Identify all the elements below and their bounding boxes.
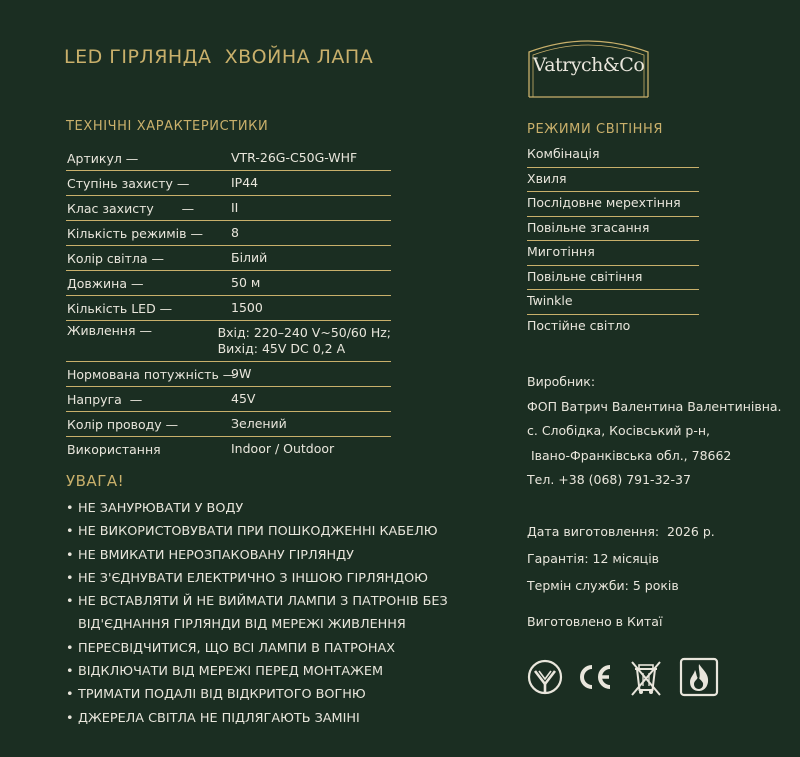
- warning-item: [66, 683, 466, 706]
- spec-row-led-count: [66, 296, 391, 321]
- fire-hazard-icon: [679, 656, 717, 698]
- bullet-icon: •: [66, 501, 74, 516]
- warning-heading: УВАГА!: [66, 472, 125, 490]
- warranty: Гарантія: 12 місяців: [527, 551, 660, 566]
- warning-text: ПЕРЕСВІДЧИТИСЯ, ЩО ВСІ ЛАМПИ В ПАТРОНАХ: [78, 640, 396, 656]
- warning-text: ТРИМАТИ ПОДАЛІ ВІД ВІДКРИТОГО ВОГНЮ: [78, 687, 366, 703]
- spec-value: II: [231, 200, 239, 215]
- warning-item: [66, 567, 466, 590]
- modes-list: [527, 143, 699, 338]
- mode-item: Постійне світло: [527, 317, 631, 333]
- mode-item: Комбінація: [527, 143, 699, 168]
- warning-item: [66, 520, 466, 543]
- spec-row-article: [66, 146, 391, 171]
- spec-value: Зелений: [231, 416, 287, 431]
- specs-heading: ТЕХНІЧНІ ХАРАКТЕРИСТИКИ: [66, 119, 269, 134]
- spec-row-wire-color: [66, 412, 391, 437]
- warning-item: [66, 707, 466, 730]
- brand-logo-text: Vatrych&Co: [532, 54, 645, 76]
- warning-text: ВІДКЛЮЧАТИ ВІД МЕРЕЖІ ПЕРЕД МОНТАЖЕМ: [78, 664, 384, 680]
- certification-icons: [526, 656, 722, 698]
- specs-table: [66, 146, 391, 461]
- spec-label: Напруга —: [67, 391, 143, 407]
- mode-item: Повільне світіння: [527, 266, 699, 291]
- spec-label: Довжина —: [67, 275, 144, 291]
- made-in: Виготовлено в Китаї: [527, 614, 663, 629]
- spec-row-class: [66, 196, 391, 221]
- manufacturer-address-line2: Івано-Франківська обл., 78662: [527, 447, 732, 463]
- spec-row-power-supply: [66, 321, 391, 362]
- spec-label: Колір проводу —: [67, 416, 179, 432]
- spec-row-light-color: [66, 246, 391, 271]
- bullet-icon: •: [66, 570, 74, 586]
- bullet-icon: •: [66, 640, 74, 656]
- warning-text: ДЖЕРЕЛА СВІТЛА НЕ ПІДЛЯГАЮТЬ ЗАМІНІ: [78, 710, 360, 726]
- warning-text: НЕ ВИКОРИСТОВУВАТИ ПРИ ПОШКОДЖЕННІ КАБЕЛЮ: [78, 524, 438, 540]
- spec-value: Вхід: 220–240 V~50/60 Hz; Вихід: 45V DC 0,2 A: [217, 325, 391, 356]
- production-info: [527, 518, 715, 599]
- spec-label: Ступінь захисту —: [67, 175, 190, 191]
- production-date: Дата виготовлення: 2026 р.: [527, 524, 715, 539]
- spec-label: Кількість LED —: [67, 300, 173, 316]
- spec-value: 45V: [231, 391, 256, 406]
- warning-item-continuation: [66, 613, 466, 636]
- mode-item: Миготіння: [527, 241, 699, 266]
- warning-text: ВІД'ЄДНАННЯ ГІРЛЯНДИ ВІД МЕРЕЖІ ЖИВЛЕННЯ: [78, 617, 406, 633]
- manufacturer-address-line1: с. Слобідка, Косівський р-н,: [527, 423, 711, 438]
- warning-item: [66, 544, 466, 567]
- spec-row-rated-power: [66, 362, 391, 387]
- mode-item: Хвиля: [527, 168, 699, 193]
- spec-row-modes-count: [66, 221, 391, 246]
- bullet-icon: •: [66, 687, 74, 703]
- manufacturer-phone: Тел. +38 (068) 791-32-37: [527, 472, 691, 487]
- brand-logo: [527, 38, 650, 98]
- bullet-icon: •: [66, 710, 74, 726]
- spec-row-voltage: [66, 387, 391, 412]
- spec-row-length: [66, 271, 391, 296]
- spec-value: 1500: [231, 300, 263, 315]
- bullet-icon: •: [66, 547, 74, 563]
- manufacturer-label: Виробник:: [527, 374, 596, 389]
- ukrsepro-mark-icon: [526, 656, 564, 698]
- spec-value: 50 м: [231, 275, 261, 290]
- spec-label: Колір світла —: [67, 250, 165, 266]
- warning-item: [66, 637, 466, 660]
- service-life: Термін служби: 5 років: [527, 578, 679, 593]
- mode-item: Twinkle: [527, 290, 699, 315]
- spec-value: Білий: [231, 250, 268, 265]
- weee-crossed-bin-icon: [627, 656, 665, 698]
- spec-label: Артикул —: [67, 150, 139, 166]
- spec-label: Використання: [67, 441, 161, 457]
- warning-list: [66, 497, 466, 730]
- spec-row-ip: [66, 171, 391, 196]
- spec-value: 9W: [231, 366, 252, 381]
- spec-label: Нормована потужність —: [67, 366, 236, 382]
- product-title: LED ГІРЛЯНДА ХВОЙНА ЛАПА: [64, 46, 374, 68]
- warning-item: [66, 497, 466, 520]
- spec-value: Indoor / Outdoor: [231, 441, 335, 456]
- spec-row-usage: [66, 437, 391, 461]
- warning-text: НЕ З'ЄДНУВАТИ ЕЛЕКТРИЧНО З ІНШОЮ ГІРЛЯНДОЮ: [78, 570, 428, 586]
- spec-value: IP44: [231, 175, 259, 190]
- spec-value: 8: [231, 225, 239, 240]
- warning-text: НЕ ВМИКАТИ НЕРОЗПАКОВАНУ ГІРЛЯНДУ: [78, 547, 354, 563]
- bullet-icon: •: [66, 524, 74, 540]
- mode-item: Повільне згасання: [527, 217, 699, 242]
- modes-heading: РЕЖИМИ СВІТІННЯ: [527, 122, 664, 137]
- spec-label: Кількість режимів —: [67, 225, 203, 241]
- spec-label: Живлення —: [67, 323, 152, 338]
- ce-mark-icon: [574, 656, 612, 698]
- bullet-icon: •: [66, 664, 74, 680]
- warning-text: НЕ ВСТАВЛЯТИ Й НЕ ВИЙМАТИ ЛАМПИ З ПАТРОНІВ БЕЗ: [78, 594, 448, 610]
- warning-item: [66, 590, 466, 613]
- bullet-icon: •: [66, 594, 74, 610]
- manufacturer-block: [527, 370, 797, 493]
- spec-label: Клас захисту —: [67, 200, 195, 216]
- manufacturer-name: ФОП Ватрич Валентина Валентинівна.: [527, 398, 782, 414]
- warning-item: [66, 660, 466, 683]
- warning-text: НЕ ЗАНУРЮВАТИ У ВОДУ: [78, 501, 244, 516]
- spec-value: VTR-26G-C50G-WHF: [231, 150, 358, 165]
- mode-item: Послідовне мерехтіння: [527, 192, 699, 217]
